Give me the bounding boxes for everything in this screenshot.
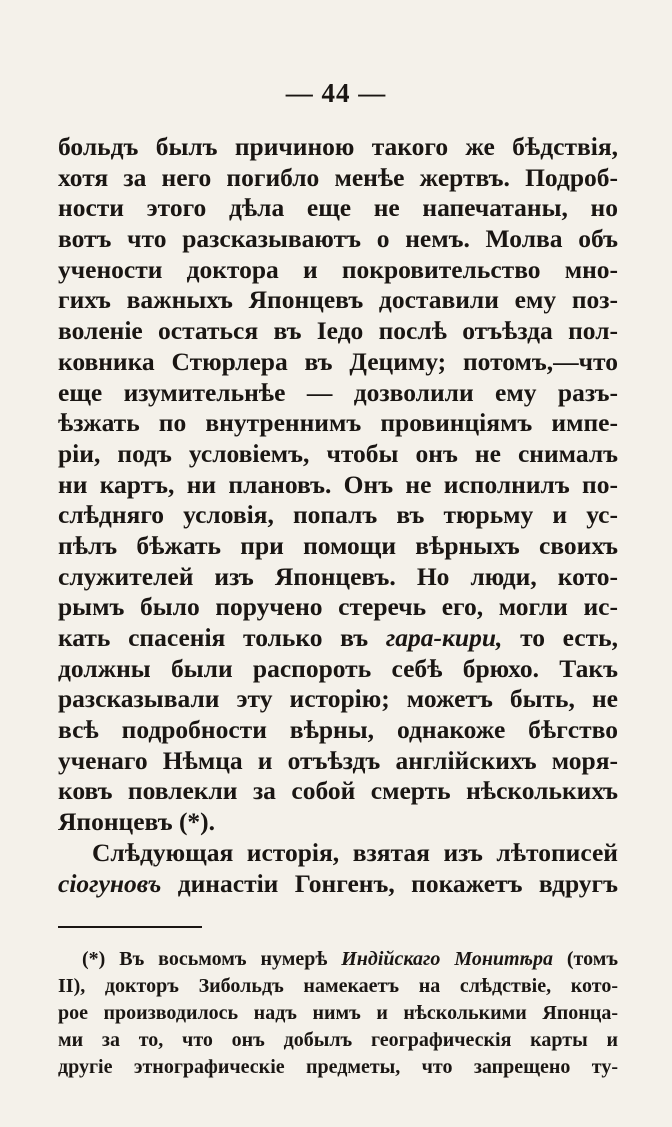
text-line: больдъ былъ причиною такого же бѣдствія, bbox=[58, 132, 618, 161]
footnote-line: II), докторъ Зибольдъ намекаетъ на слѣдствіе, кото- bbox=[58, 975, 618, 997]
footnote bbox=[58, 946, 618, 1081]
text-segment: (*) Въ восьмомъ нумерѣ bbox=[82, 948, 342, 970]
text-line: ріи, подъ условіемъ, чтобы онъ не снималъ bbox=[58, 438, 618, 468]
text-segment: династіи Гонгенъ, покажетъ вдругъ bbox=[161, 868, 618, 898]
text-line: ковника Стюрлера въ Дециму; потомъ,—что bbox=[58, 346, 618, 376]
text-line: учености доктора и покровительство мно- bbox=[58, 254, 618, 284]
text-line: пѣлъ бѣжать при помощи вѣрныхъ своихъ bbox=[58, 530, 618, 560]
paragraph-start-line: Слѣдующая исторія, взятая изъ лѣтописей bbox=[92, 837, 618, 867]
text-line: ни картъ, ни плановъ. Онъ не исполнилъ по- bbox=[58, 469, 618, 499]
text-segment: то есть, bbox=[502, 623, 618, 652]
footnote-line: ми за то, что онъ добылъ географическія карты и bbox=[58, 1029, 618, 1051]
text-line: ѣзжать по внутреннимъ провинціямъ импе- bbox=[58, 408, 618, 438]
text-segment: (томъ bbox=[552, 948, 618, 970]
footnote-line: рое производилось надъ нимъ и нѣсколькими Японца- bbox=[58, 1002, 618, 1024]
main-text bbox=[58, 132, 618, 899]
text-line: разсказывали эту исторію; можетъ быть, не bbox=[58, 684, 618, 714]
text-line: ученаго Нѣмца и отъѣздъ англійскихъ моря- bbox=[58, 745, 618, 775]
text-line: хотя за него погибло менѣе жертвъ. Подроб- bbox=[58, 162, 618, 192]
italic-term: гара-кири, bbox=[385, 623, 503, 652]
text-line-with-italic bbox=[58, 623, 618, 654]
paragraph-end-line: Японцевъ (*). bbox=[58, 807, 216, 837]
italic-term: сіогуновъ bbox=[58, 868, 162, 898]
footnote-line: другіе этнографическіе предметы, что запрещено ту- bbox=[58, 1056, 618, 1078]
footnote-divider bbox=[58, 926, 202, 928]
text-line: вотъ что разсказываютъ о немъ. Молва объ bbox=[58, 224, 618, 254]
text-line: ности этого дѣла еще не напечатаны, но bbox=[58, 193, 618, 223]
text-line: гихъ важныхъ Японцевъ доставили ему поз- bbox=[58, 285, 618, 315]
text-line: воленіе остаться въ Іедо послѣ отъѣзда пол- bbox=[58, 316, 618, 346]
text-line-with-italic bbox=[58, 869, 618, 900]
text-segment: кать спасенія только въ bbox=[58, 623, 386, 652]
text-line: рымъ было поручено стеречь его, могли ис- bbox=[58, 592, 618, 622]
footnote-line bbox=[58, 946, 618, 973]
text-line: служителей изъ Японцевъ. Но люди, кото- bbox=[58, 561, 618, 591]
text-line: еще изумительнѣе — дозволили ему разъ- bbox=[58, 377, 618, 407]
text-line: слѣдняго условія, попалъ въ тюрьму и ус- bbox=[58, 500, 618, 530]
text-line: всѣ подробности вѣрны, однакоже бѣгство bbox=[58, 715, 618, 745]
text-line: ковъ повлекли за собой смерть нѣсколькихъ bbox=[58, 776, 618, 806]
italic-term: Индійскаго Монитѣра bbox=[341, 948, 553, 970]
page-number: — 44 — bbox=[285, 78, 387, 108]
text-line: должны были распороть себѣ брюхо. Такъ bbox=[58, 653, 618, 683]
